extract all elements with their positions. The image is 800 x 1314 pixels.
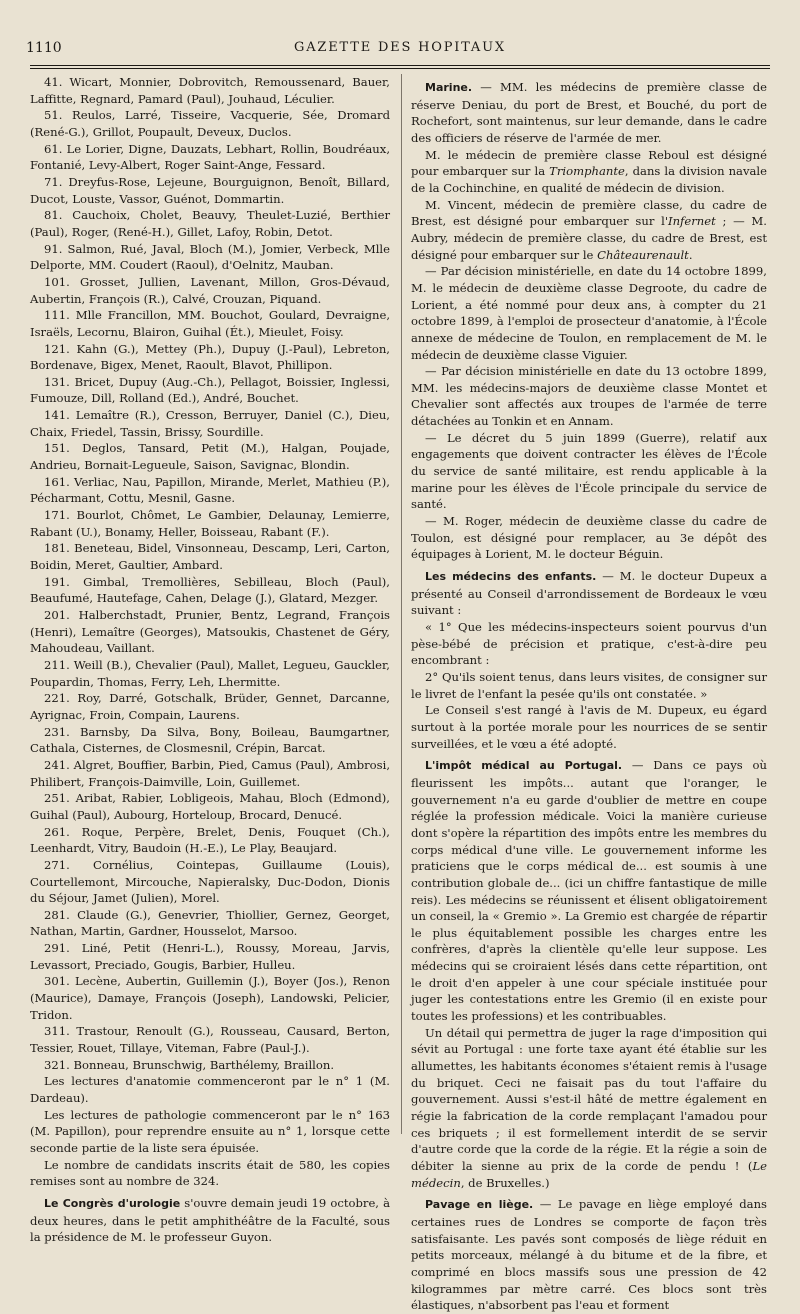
paragraph-text: 301. Lecène, Aubertin, Guillemin (J.), Boyer (Jos.), Renon (Maurice), Damaye, François (Joseph), Landowski, Pelicier, Tridon. [30, 974, 390, 1022]
journal-title: GAZETTE DES HOPITAUX [294, 40, 506, 55]
paragraph [411, 1025, 767, 1192]
paragraph-text: 2° Qu'ils soient tenus, dans leurs visites, de consigner sur le livret de l'enfant la pesée qu'ils ont constatée. » [411, 669, 767, 701]
paragraph [30, 374, 390, 407]
paragraph [30, 790, 390, 823]
paragraph [30, 407, 390, 440]
paragraph-text: 71. Dreyfus-Rose, Lejeune, Bourguignon, Benoît, Billard, Ducot, Louste, Vassor, Guénot, Dommartin. [30, 174, 390, 206]
paragraph-text: 211. Weill (B.), Chevalier (Paul), Mallet, Legueu, Gauckler, Poupardin, Thomas, Ferry, Leh, Lhermitte. [30, 657, 390, 689]
section-heading: Le Congrès d'urologie [44, 1196, 181, 1210]
paragraph-text: Le Conseil s'est rangé à l'avis de M. Dupeux, eu égard surtout à la portée morale pour les nourrices de se sentir surveillées, et le vœu a été adopté. [411, 703, 767, 751]
italic-title: Infernet [668, 214, 716, 229]
paragraph [30, 657, 390, 690]
paragraph-text: . [688, 247, 693, 262]
paragraph [30, 690, 390, 723]
paragraph-text: 111. Mlle Francillon, MM. Bouchot, Goulard, Devraigne, Israëls, Lecornu, Blairon, Guihal (Ét.), Mieulet, Foisy. [30, 308, 390, 339]
paragraph [30, 241, 390, 274]
section-heading: Marine. [425, 81, 473, 94]
paragraph [30, 1107, 390, 1157]
paragraph-text: 261. Roque, Perpère, Brelet, Denis, Fouquet (Ch.), Leenhardt, Vitry, Baudoin (H.-E.), Le Play, Beaujard. [30, 824, 390, 856]
italic-title: Châteaurenault [597, 247, 689, 262]
paragraph-text: 191. Gimbal, Tremollières, Sebilleau, Bloch (Paul), Beaufumé, Hautefage, Cahen, Delage (J.), Glatard, Mezger. [30, 574, 390, 606]
paragraph [30, 1073, 390, 1106]
paragraph-text: — Par décision ministérielle en date du 13 octobre 1899, MM. les médecins-majors de deuxième classe Montet et Chevalier sont affectés aux troupes de l'armée de terre détachées au Tonkin et en Annam. [411, 364, 767, 429]
paragraph-text: — Le décret du 5 juin 1899 (Guerre), relatif aux engagements que doivent contracter les élèves de l'École du service de santé militaire, est rendu applicable à la marine pour les élèves de l'École principale du service de santé. [411, 430, 767, 512]
paragraph [30, 1157, 390, 1190]
paragraph-text: 181. Beneteau, Bidel, Vinsonneau, Descamp, Leri, Carton, Boidin, Meret, Gaultier, Ambard. [30, 541, 390, 573]
paragraph [30, 341, 390, 374]
paragraph-text: , dans la division navale de la Cochinchine, en qualité de médecin de division. [411, 164, 767, 195]
paragraph-text: 141. Lemaître (R.), Cresson, Berruyer, Daniel (C.), Dieu, Chaix, Friedel, Tassin, Brissy, Sourdille. [30, 408, 390, 439]
paragraph [30, 940, 390, 973]
header-rule-top [30, 65, 770, 66]
italic-title: Triomphante [549, 164, 625, 179]
header-rule-bottom [30, 68, 770, 69]
paragraph [30, 141, 390, 174]
section-paragraph [411, 79, 767, 147]
section-paragraph [411, 568, 767, 619]
paragraph-text: 131. Bricet, Dupuy (Aug.-Ch.), Pellagot, Boissier, Inglessi, Fumouze, Dill, Rolland (Ed.), André, Bouchet. [30, 374, 390, 406]
paragraph-text: 271. Cornélius, Cointepas, Guillaume (Louis), Courtellemont, Mircouche, Napieralsky, Duc-Dodon, Dionis du Séjour, Jamet (Julien), Morel. [30, 857, 390, 906]
paragraph [411, 147, 767, 197]
paragraph [30, 440, 390, 473]
paragraph-text: Les lectures de pathologie commenceront par le n° 163 (M. Papillon), pour reprendre ensuite au n° 1, lorsque cette seconde partie de la liste sera épuisée. [30, 1107, 390, 1155]
paragraph [30, 907, 390, 940]
paragraph-text: 121. Kahn (G.), Mettey (Ph.), Dupuy (J.-Paul), Lebreton, Bordenave, Bigex, Menet, Raoult, Blavot, Phillipon. [30, 341, 390, 373]
section-paragraph [411, 757, 767, 1025]
paragraph-text: 91. Salmon, Rué, Javal, Bloch (M.), Jomier, Verbeck, Mlle Delporte, MM. Coudert (Raoul), d'Oelnitz, Mauban. [30, 241, 390, 273]
paragraph [411, 513, 767, 563]
paragraph-text: 231. Barnsby, Da Silva, Bony, Boileau, Baumgartner, Cathala, Cisternes, de Closmesnil, Crépin, Barcat. [30, 724, 390, 756]
paragraph [30, 174, 390, 207]
paragraph [30, 857, 390, 907]
paragraph-text: 51. Reulos, Larré, Tisseire, Vacquerie, Sée, Dromard (René-G.), Grillot, Poupault, Deveux, Duclos. [30, 108, 390, 139]
page-number: 1110 [26, 40, 62, 56]
paragraph [30, 724, 390, 757]
paragraph-text: 241. Algret, Bouffier, Barbin, Pied, Camus (Paul), Ambrosi, Philibert, François-Daimville, Loin, Guillemet. [30, 757, 390, 789]
italic-title: Le médecin [411, 1159, 767, 1190]
section-paragraph [30, 1195, 390, 1246]
paragraph-text: Les lectures d'anatomie commenceront par le n° 1 (M. Dardeau). [30, 1074, 390, 1106]
paragraph-text: 291. Liné, Petit (Henri-L.), Roussy, Moreau, Jarvis, Levassort, Preciado, Gougis, Barbier, Hulleu. [30, 941, 390, 972]
paragraph-text: s'ouvre demain jeudi 19 octobre, à deux heures, dans le petit amphithéâtre de la Faculté, sous la présidence de M. le professeur Guyon. [30, 1195, 390, 1245]
paragraph-text: « 1° Que les médecins-inspecteurs soient pourvus d'un pèse-bébé de précision et pratique, c'est-à-dire peu encombrant : [411, 620, 767, 668]
paragraph-text: 81. Cauchoix, Cholet, Beauvy, Theulet-Luzié, Berthier (Paul), Roger, (René-H.), Gillet, Lafoy, Robin, Detot. [30, 208, 390, 239]
paragraph-text: — Dans ce pays où fleurissent les impôts... autant que l'oranger, le gouvernement n'a eu garde d'oublier de mettre en coupe réglée la profession médicale. Voici la manière curieuse dont s'opère la répartition des impôts entre les membres du corps médical d'une ville. Le gouvernement informe les praticiens que le corps médical de... est soumis à une contribution globale de... (ici un chiffre fantastique de mille reis). Les médecins se réunissent et élisent obligatoirement un conseil, la « Gremio ». La Gremio est chargée de répartir le plus équitablement possible les charges entre les confrères, d'après la clientèle qu'elle leur suppose. Les médecins qui se croiraient lésés dans cette répartition, ont le droit d'en appeler à une cour spéciale instituée pour juger les contestations entre les Gremio (il en existe pour toutes les professions) et les contribuables. [411, 758, 768, 1024]
paragraph-text: 171. Bourlot, Chômet, Le Gambier, Delaunay, Lemierre, Rabant (U.), Bonamy, Heller, Boisseau, Rabant (F.). [30, 508, 390, 539]
paragraph-text: 251. Aribat, Rabier, Lobligeois, Mahau, Bloch (Edmond), Guihal (Paul), Aubourg, Horteloup, Brocard, Denucé. [30, 791, 390, 822]
paragraph-text: 161. Verliac, Nau, Papillon, Mirande, Merlet, Mathieu (P.), Pécharmant, Cottu, Mesnil, Gasne. [30, 474, 390, 506]
paragraph-text: 101. Grosset, Jullien, Lavenant, Millon, Gros-Dévaud, Aubertin, François (R.), Calvé, Crouzan, Piquand. [30, 274, 390, 306]
paragraph [30, 607, 390, 657]
paragraph-text: 61. Le Lorier, Digne, Dauzats, Lebhart, Rollin, Boudréaux, Fontanié, Levy-Albert, Roger Saint-Ange, Fessard. [30, 141, 390, 173]
paragraph-text: 281. Claude (G.), Genevrier, Thiollier, Gernez, Georget, Nathan, Martin, Gardner, Housselot, Marsoo. [30, 907, 390, 939]
section-heading: Pavage en liège. [425, 1198, 534, 1212]
paragraph-text: Un détail qui permettra de juger la rage d'imposition qui sévit au Portugal : une forte taxe ayant été établie sur les allumettes, les habitants économes s'étaient remis à l'usage du briquet. Ceci ne faisait pas du tout l'affaire du gouvernement. Aussi s'est-il hâté de mettre également en régie la fabrication de la corde remplaçant l'amadou pour ces briquets ; il est formellement interdit de se servir d'autre corde que la corde de la régie. Et la régie a soin de débiter la sienne au prix de la corde de pendu ! ( [411, 1025, 767, 1173]
page-header [0, 0, 800, 62]
section-heading: L'impôt médical au Portugal. [425, 759, 623, 773]
paragraph [411, 197, 767, 264]
left-column [30, 74, 390, 1246]
paragraph-text: — Le pavage en liège employé dans certaines rues de Londres se comporte de façon très satisfaisante. Les pavés sont composés de liège réduit en petits morceaux, mélangé à du bitume et de la fibre, et comprimé en blocs massifs sous une pression de 42 kilogrammes par mètre carré. Ces blocs sont très élastiques, n'absorbent pas l'eau et forment [411, 1197, 767, 1313]
paragraph [411, 669, 767, 702]
paragraph [30, 540, 390, 573]
paragraph-text: 201. Halberchstadt, Prunier, Bentz, Legrand, François (Henri), Lemaître (Georges), Matsoukis, Chastenet de Géry, Mahoudeau, Vaillant. [30, 608, 390, 656]
paragraph [30, 973, 390, 1023]
paragraph-text: 221. Roy, Darré, Gotschalk, Brüder, Gennet, Darcanne, Ayrignac, Froin, Compain, Laurens. [30, 691, 390, 722]
paragraph [411, 263, 767, 363]
paragraph [30, 107, 390, 140]
paragraph-text: M. le médecin de première classe Reboul est désigné pour embarquer sur la [411, 147, 767, 179]
paragraph [30, 574, 390, 607]
paragraph [30, 307, 390, 340]
paragraph [411, 702, 767, 752]
paragraph-text: Le nombre de candidats inscrits était de 580, les copies remises sont au nombre de 324. [30, 1157, 390, 1189]
paragraph [30, 74, 390, 107]
paragraph [30, 474, 390, 507]
paragraph-text: ; — M. Aubry, médecin de première classe, du cadre de Brest, est désigné pour embarquer sur le [411, 214, 767, 262]
right-column [411, 74, 767, 1314]
paragraph-text: — M. le docteur Dupeux a présenté au Conseil d'arrondissement de Bordeaux le vœu suivant : [411, 569, 767, 618]
paragraph [30, 274, 390, 307]
paragraph-text: , de Bruxelles.) [460, 1175, 550, 1190]
paragraph [30, 1057, 390, 1074]
paragraph [411, 619, 767, 669]
paragraph [30, 757, 390, 790]
paragraph [411, 363, 767, 430]
column-divider [401, 74, 402, 1134]
paragraph [30, 824, 390, 857]
paragraph-text: 311. Trastour, Renoult (G.), Rousseau, Causard, Berton, Tessier, Rouet, Tillaye, Viteman, Fabre (Paul-J.). [30, 1024, 390, 1056]
paragraph-text: 321. Bonneau, Brunschwig, Barthélemy, Braillon. [44, 1057, 335, 1072]
paragraph-text: 151. Deglos, Tansard, Petit (M.), Halgan, Poujade, Andrieu, Bornait-Legueule, Saison, Savignac, Blondin. [30, 441, 390, 473]
section-heading: Les médecins des enfants. [425, 570, 597, 584]
section-paragraph [411, 1196, 767, 1314]
paragraph [30, 1023, 390, 1056]
paragraph-text: — Par décision ministérielle, en date du 14 octobre 1899, M. le médecin de deuxième classe Degroote, du cadre de Lorient, a été nommé pour deux ans, à compter du 21 octobre 1899, à l'emploi de prosecteur d'anatomie, à l'École annexe de médecine de Toulon, en remplacement de M. le médecin de deuxième classe Viguier. [411, 264, 767, 362]
paragraph-text: — MM. les médecins de première classe de réserve Deniau, du port de Brest, et Bouché, du port de Rochefort, sont maintenus, sur leur demande, dans le cadre des officiers de réserve de l'armée de mer. [411, 80, 767, 145]
paragraph-text: 41. Wicart, Monnier, Dobrovitch, Remoussenard, Bauer, Laffitte, Regnard, Pamard (Paul), Jouhaud, Léculier. [30, 75, 390, 106]
paragraph-text: — M. Roger, médecin de deuxième classe du cadre de Toulon, est désigné pour remplacer, au 3e dépôt des équipages à Lorient, M. le docteur Béguin. [411, 514, 767, 562]
paragraph [30, 507, 390, 540]
paragraph [411, 430, 767, 513]
paragraph-text: M. Vincent, médecin de première classe, du cadre de Brest, est désigné pour embarquer sur l' [411, 197, 767, 229]
paragraph [30, 207, 390, 240]
